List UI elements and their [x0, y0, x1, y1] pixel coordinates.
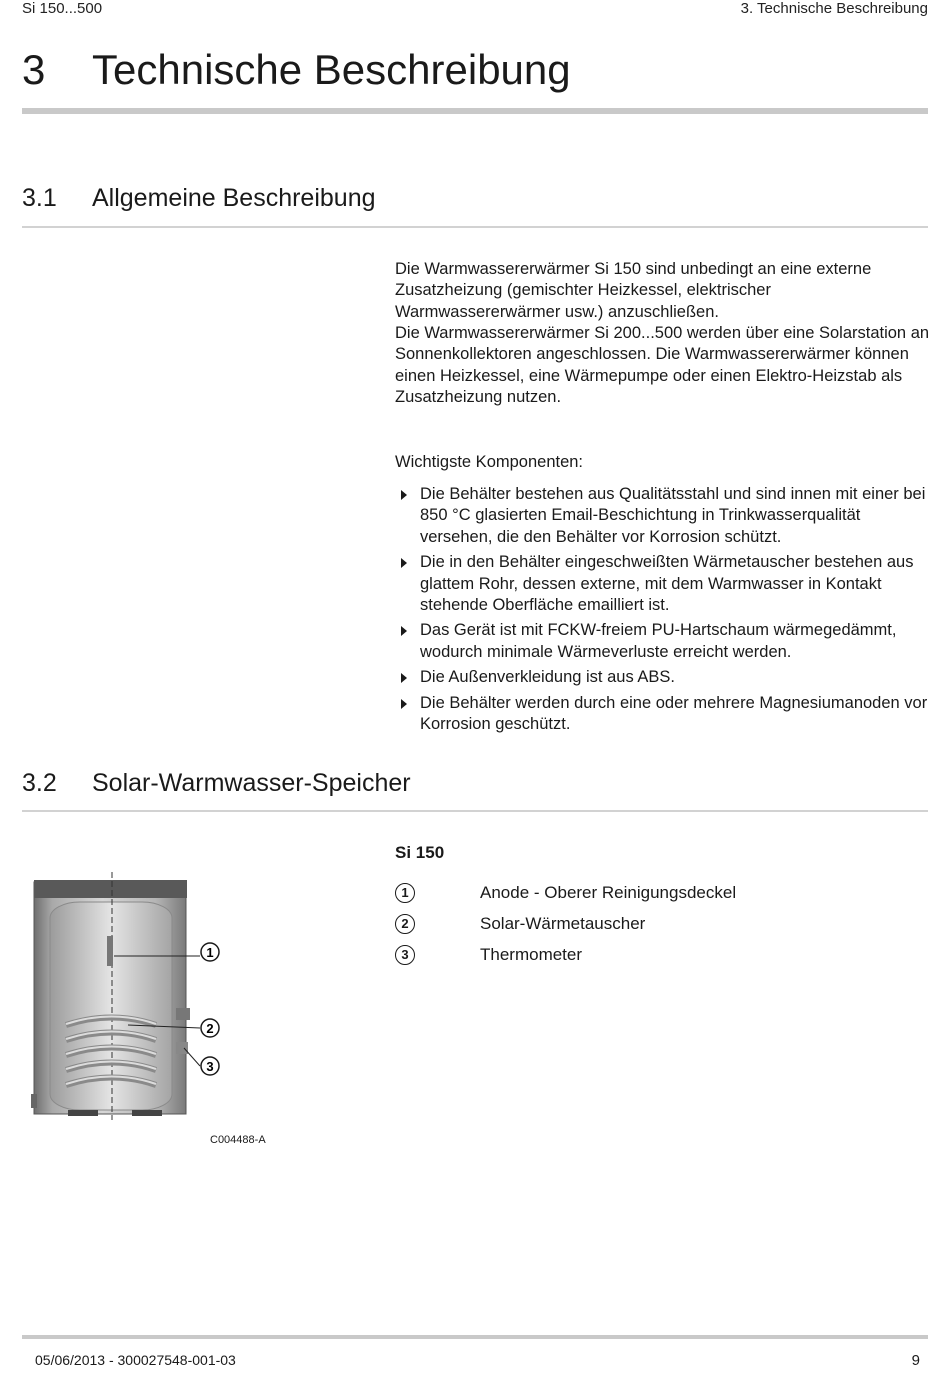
section-rule — [22, 226, 928, 228]
paragraph: Die Warmwassererwärmer Si 200...500 werden über eine Solarstation an Sonnenkollektoren angeschlossen. Die Warmwassererwärmer können einen Heizkessel, eine Wärmepumpe oder einen Elektro-Heizstab als Zusatzheizung nutzen. — [395, 324, 930, 407]
tank-illustration — [28, 870, 268, 1120]
callout-2 — [201, 1019, 219, 1037]
callout-1 — [201, 943, 219, 961]
list-item: Die Behälter bestehen aus Qualitätsstahl und sind innen mit einer bei 850 °C glasierten Email-Beschichtung in Trinkwasserqualität versehen, die den Behälter vor Korrosion schützt. — [395, 484, 935, 548]
section-heading-3-1 — [22, 184, 376, 213]
section-rule — [22, 810, 928, 812]
list-item: Die in den Behälter eingeschweißten Wärmetauscher bestehen aus glattem Rohr, dessen externe, mit dem Warmwasser in Kontakt stehende Oberfläche emailliert ist. — [395, 552, 935, 616]
legend-number: 1 — [395, 883, 415, 903]
list-item: Die Behälter werden durch eine oder mehrere Magnesiumanoden vor Korrosion geschützt. — [395, 693, 935, 736]
legend-text: Solar-Wärmetauscher — [480, 914, 646, 933]
bullet-arrow-icon — [401, 490, 407, 500]
svg-text:1: 1 — [206, 945, 214, 960]
svg-text:2: 2 — [206, 1021, 214, 1036]
page-number: 9 — [911, 1352, 920, 1369]
bullet-arrow-icon — [401, 558, 407, 568]
bullet-arrow-icon — [401, 673, 407, 683]
svg-text:3: 3 — [206, 1059, 214, 1074]
paragraph: Die Warmwassererwärmer Si 150 sind unbedingt an eine externe Zusatzheizung (gemischter Heizkessel, elektrischer Warmwassererwärmer usw.) anzuschließen. — [395, 260, 872, 321]
running-header-left: Si 150...500 — [22, 0, 103, 17]
legend-text: Anode - Oberer Reinigungsdeckel — [480, 883, 737, 902]
figure-code: C004488-A — [210, 1134, 266, 1146]
bullet-arrow-icon — [401, 626, 407, 636]
legend-text: Thermometer — [480, 945, 583, 964]
section-number: 3.1 — [22, 184, 57, 212]
components-list — [395, 484, 935, 739]
section-title: Allgemeine Beschreibung — [92, 184, 376, 212]
list-item: Die Außenverkleidung ist aus ABS. — [395, 667, 935, 688]
section-number: 3.2 — [22, 769, 57, 797]
footer-document-id: 05/06/2013 - 300027548-001-03 — [35, 1352, 236, 1368]
section-heading-3-2 — [22, 769, 411, 798]
section-title: Solar-Warmwasser-Speicher — [92, 769, 411, 797]
footer-rule — [22, 1335, 928, 1339]
callout-3 — [201, 1057, 219, 1075]
chapter-heading — [22, 46, 571, 94]
legend-number: 3 — [395, 945, 415, 965]
running-header-right: 3. Technische Beschreibung — [740, 0, 928, 17]
components-label: Wichtigste Komponenten: — [395, 453, 584, 471]
chapter-number: 3 — [22, 46, 46, 93]
bullet-arrow-icon — [401, 699, 407, 709]
list-item: Das Gerät ist mit FCKW-freiem PU-Hartschaum wärmegedämmt, wodurch minimale Wärmeverluste erreicht werden. — [395, 620, 935, 663]
chapter-rule — [22, 108, 928, 114]
chapter-title: Technische Beschreibung — [92, 46, 571, 93]
figure-title: Si 150 — [395, 843, 445, 862]
legend-number: 2 — [395, 914, 415, 934]
